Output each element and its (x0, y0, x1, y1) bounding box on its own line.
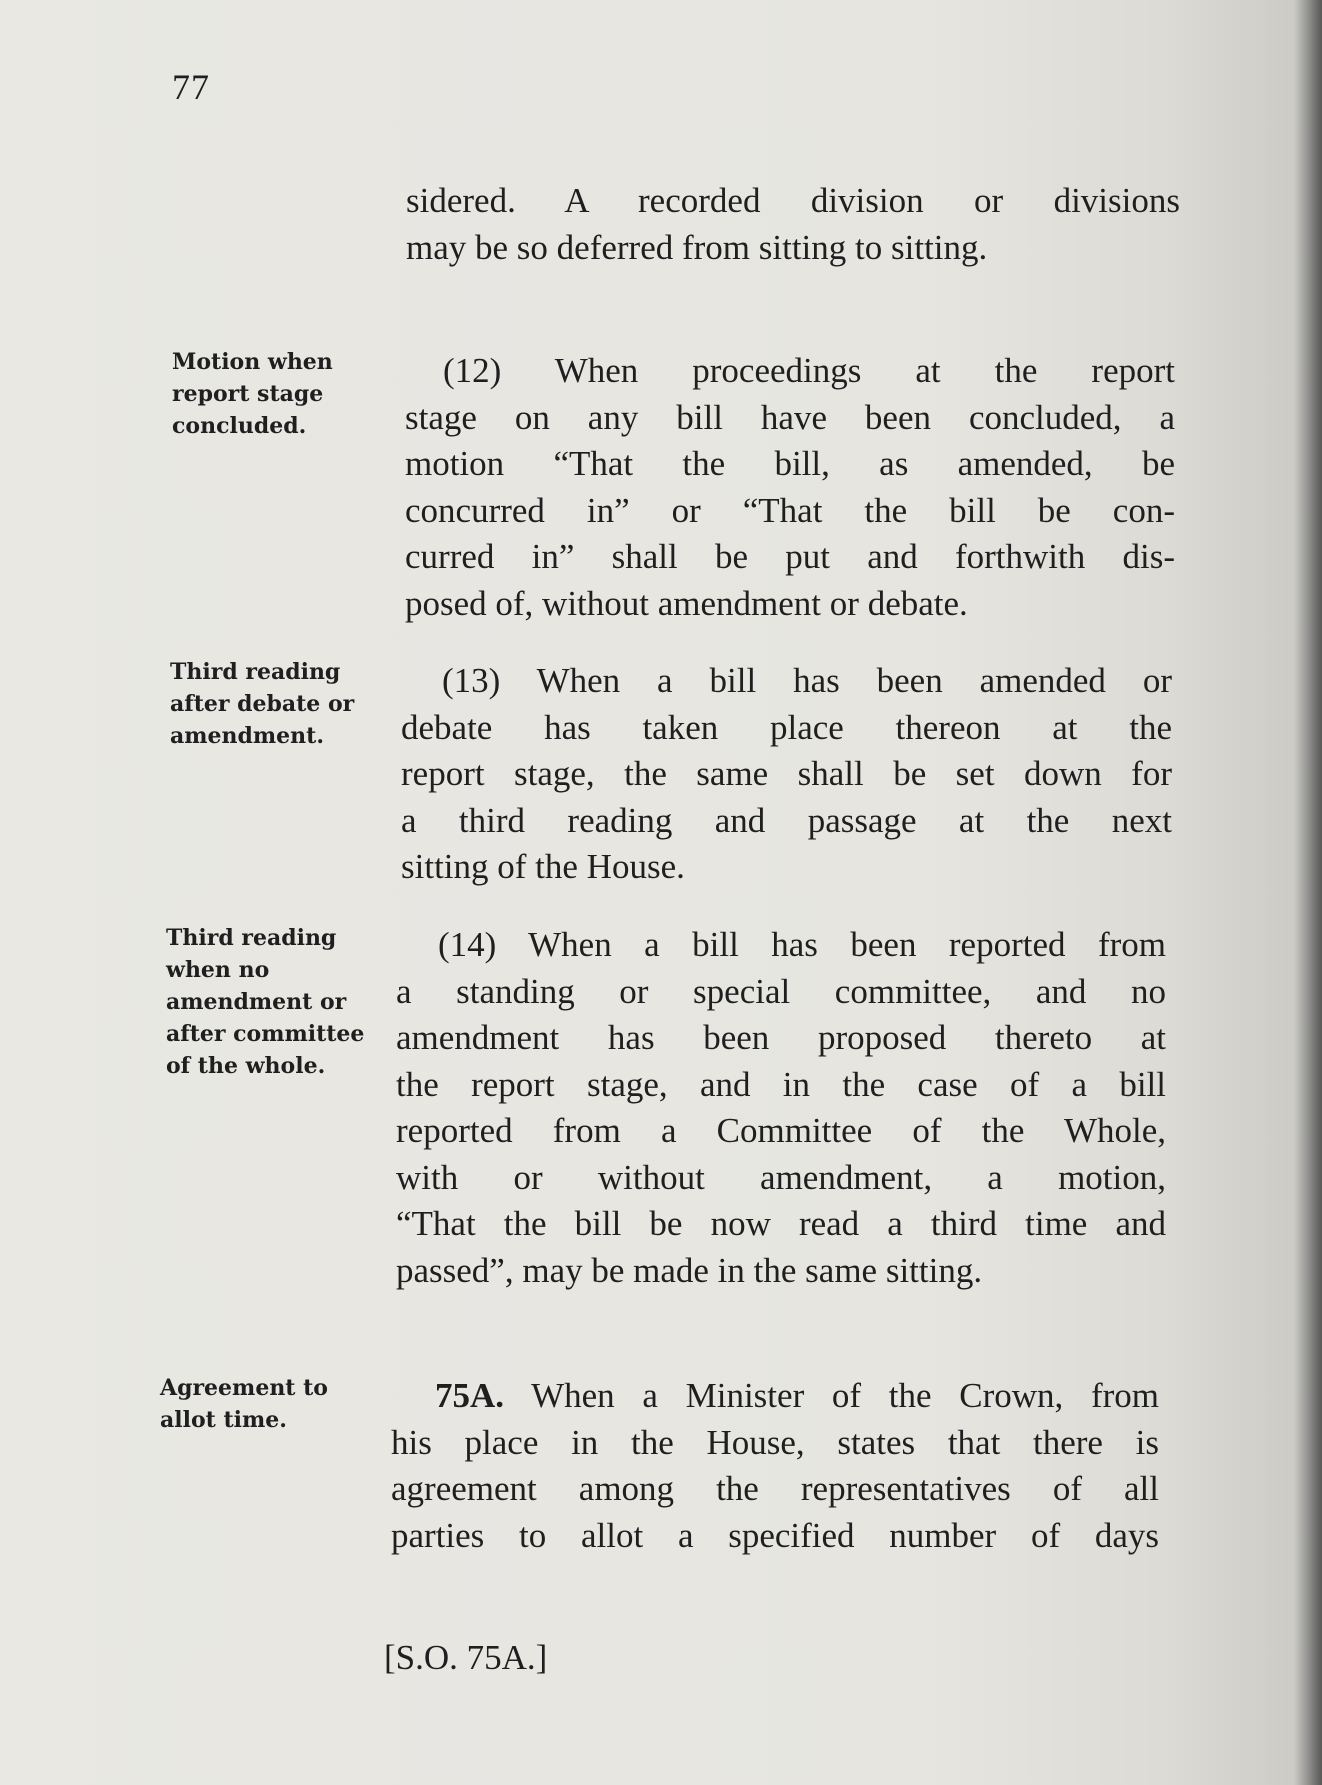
text-line: his place in the House, states that there is (391, 1422, 1159, 1462)
text-line: curred in” shall be put and forthwith dis- (405, 537, 1175, 576)
text-line: passed”, may be made in the same sitting. (396, 1250, 983, 1290)
text-line: debate has taken place thereon at the (401, 707, 1172, 747)
margin-note-line: after committee (166, 1021, 365, 1047)
margin-note-line: allot time. (160, 1407, 287, 1433)
margin-note-line: of the whole. (166, 1053, 326, 1079)
text-line: may be so deferred from sitting to sitting. (406, 227, 988, 267)
margin-note-line: when no (166, 957, 270, 983)
text-line: motion “That the bill, as amended, be (405, 444, 1175, 483)
text-line: parties to allot a specified number of days (391, 1515, 1159, 1555)
margin-note-line: amendment or (166, 989, 347, 1015)
margin-note-line: concluded. (172, 413, 307, 439)
text-line: sitting of the House. (401, 847, 685, 886)
text-line: agreement among the representatives of all (391, 1469, 1159, 1508)
text-line (391, 1373, 1159, 1420)
page-number: 77 (172, 67, 210, 107)
paragraph-12 (405, 348, 1175, 627)
margin-note-third-reading-after-debate (170, 656, 354, 752)
text-line: sidered. A recorded division or divisions (406, 181, 1180, 220)
standing-order-reference: [S.O. 75A.] (384, 1638, 548, 1677)
text-line: “That the bill be now read a third time and (396, 1204, 1166, 1243)
text-line: posed of, without amendment or debate. (405, 583, 968, 623)
text-line: reported from a Committee of the Whole, (396, 1111, 1166, 1150)
margin-note-line: Motion when (172, 349, 333, 375)
binding-shadow (1294, 0, 1322, 1785)
text-line: a standing or special committee, and no (396, 971, 1166, 1011)
margin-note-line: report stage (172, 381, 324, 407)
text-line: (13) When a bill has been amended or (442, 661, 1172, 700)
section-number: 75A. (435, 1376, 505, 1415)
margin-note-third-reading-no-amendment (166, 922, 364, 1082)
text-line: amendment has been proposed thereto at (396, 1018, 1166, 1057)
text-line: (14) When a bill has been reported from (438, 925, 1166, 964)
text-line: a third reading and passage at the next (401, 800, 1172, 840)
paragraph-14 (396, 922, 1166, 1294)
text-line: with or without amendment, a motion, (396, 1157, 1166, 1197)
paragraph-continuation (406, 178, 1180, 271)
margin-note-line: amendment. (170, 723, 324, 749)
paragraph-13 (401, 658, 1172, 891)
margin-note-line: Third reading (170, 659, 341, 685)
text-line: stage on any bill have been concluded, a (405, 397, 1175, 437)
margin-note-motion-report-stage (172, 346, 333, 442)
text-line: report stage, the same shall be set down for (401, 754, 1172, 793)
text-fragment: When a Minister of the Crown, from (531, 1376, 1159, 1415)
standing-order-75a (391, 1373, 1159, 1559)
margin-note-line: after debate or (170, 691, 355, 717)
margin-note-line: Agreement to (160, 1375, 328, 1401)
margin-note-line: Third reading (166, 925, 337, 951)
margin-note-agreement-allot-time (160, 1372, 328, 1436)
text-line: concurred in” or “That the bill be con- (405, 490, 1175, 530)
text-line: (12) When proceedings at the report (443, 351, 1175, 390)
text-line: the report stage, and in the case of a bill (396, 1064, 1166, 1104)
